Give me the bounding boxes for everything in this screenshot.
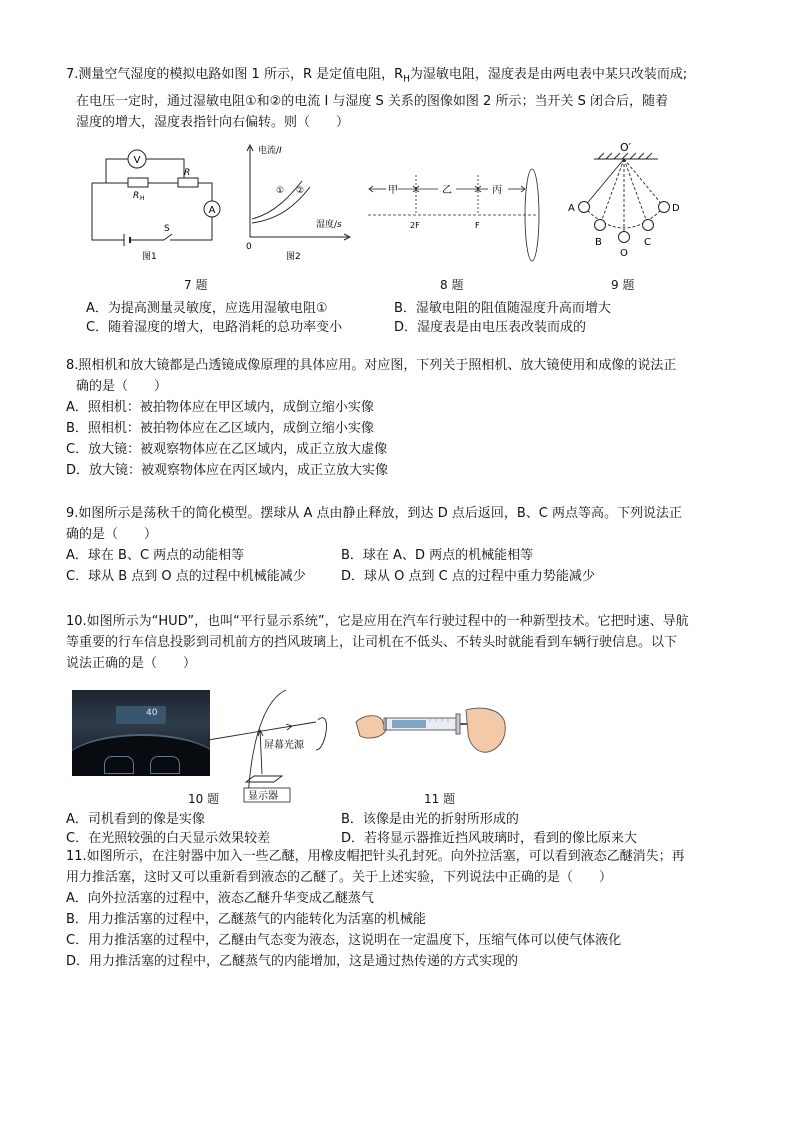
caption-9: 9 题	[611, 277, 635, 292]
point-d-label: D	[672, 202, 680, 214]
question-10-option-d[interactable]: D．若将显示器推近挡风玻璃时，看到的像比原来大	[341, 830, 638, 846]
hud-dashboard-photo	[72, 690, 210, 776]
x-axis-label: 湿度/s	[316, 219, 342, 230]
ball-c	[643, 219, 654, 230]
zone-bing-label: 丙	[492, 184, 502, 196]
point-o-label: O	[620, 247, 628, 259]
syringe-figure	[352, 696, 512, 766]
pivot-label: O′	[620, 140, 632, 154]
figure-8-lens-zones	[364, 149, 549, 267]
caption-7: 7 题	[184, 277, 208, 292]
hud-optics-diagram	[208, 684, 338, 804]
driver-eye-shape	[316, 717, 327, 749]
zone-jia-label: 甲	[388, 184, 398, 196]
origin-label: 0	[246, 241, 252, 252]
figures-row-7-8-9	[66, 140, 734, 297]
question-9	[66, 503, 734, 587]
question-7-stem-line-3: 湿度的增大，湿度表指针向右偏转。则（ ）	[76, 114, 350, 130]
question-7-option-b[interactable]: B．湿敏电阻的阻值随湿度升高而增大	[394, 300, 611, 316]
gauge-right	[150, 756, 180, 774]
question-11-stem-line-1: 11.如图所示，在注射器中加入一些乙醚，用橡皮帽把针头孔封死。向外拉活塞，可以看到液态乙醚消失；再	[66, 848, 685, 864]
point-b-label: B	[595, 236, 602, 248]
question-7	[66, 64, 734, 133]
question-9-option-b[interactable]: B．球在 A、D 两点的机械能相等	[341, 547, 534, 563]
zone-yi-label: 乙	[442, 184, 452, 196]
exam-page	[66, 58, 734, 972]
question-11-option-c[interactable]: C．用力推活塞的过程中，乙醚由气态变为液态，这说明在一定温度下，压缩气体可以使气体液化	[66, 932, 622, 948]
display-label: 显示器	[248, 790, 278, 802]
caption-10: 10 题	[188, 791, 220, 806]
question-8-option-b[interactable]: B．照相机：被拍物体应在乙区域内，成倒立缩小实像	[66, 420, 374, 436]
question-11-stem-line-2: 用力推活塞，这时又可以重新看到液态的乙醚了。关于上述实验，下列说法中正确的是（ ）	[66, 869, 613, 885]
question-11-option-b[interactable]: B．用力推活塞的过程中，乙醚蒸气的内能转化为活塞的机械能	[66, 911, 426, 927]
question-9-stem-line-1: 9.如图所示是荡秋千的简化模型。摆球从 A 点由静止释放，到达 D 点后返回，B、C 两点等高。下列说法正	[66, 505, 682, 521]
figure-1-caption: 图1	[142, 251, 157, 262]
r-label: R	[184, 167, 191, 178]
focal-2f-label: 2F	[410, 220, 420, 230]
question-7-options	[66, 297, 734, 335]
figures-row-10-11	[66, 684, 734, 808]
ball-d	[659, 201, 670, 212]
question-10	[66, 611, 734, 674]
switch-label: S	[164, 223, 170, 234]
gauge-left	[104, 756, 134, 774]
left-hand	[356, 715, 386, 737]
figure-2-current-humidity-graph	[240, 141, 365, 263]
question-10-stem-line-2: 等重要的行车信息投影到司机前方的挡风玻璃上，让司机在不低头、不转头时就能看到车辆行驶信息。以下	[66, 634, 678, 650]
caption-11: 11 题	[424, 791, 456, 806]
focal-f-label: F	[475, 220, 480, 230]
point-a-label: A	[568, 202, 575, 214]
screen-light-label: 屏幕光源	[264, 739, 304, 751]
question-10-option-a[interactable]: A．司机看到的像是实像	[66, 811, 205, 827]
voltmeter-label: V	[133, 154, 141, 166]
question-11	[66, 846, 734, 972]
curve-1-label: ①	[276, 185, 285, 196]
hud-speed-text: 40	[146, 707, 158, 718]
question-9-stem-line-2: 确的是（ ）	[66, 526, 158, 542]
question-10-stem-line-3: 说法正确的是（ ）	[66, 655, 197, 671]
question-9-option-c[interactable]: C．球从 B 点到 O 点的过程中机械能减少	[66, 568, 306, 584]
question-8-stem-line-2: 确的是（ ）	[76, 378, 168, 394]
convex-lens	[525, 169, 539, 261]
question-7-option-d[interactable]: D．湿度表是由电压表改装而成的	[394, 319, 587, 335]
figure-2-caption: 图2	[286, 251, 301, 262]
question-8-stem-line-1: 8.照相机和放大镜都是凸透镜成像原理的具体应用。对应图，下列关于照相机、放大镜使用和成像的说法正	[66, 357, 677, 373]
ball-b	[595, 219, 606, 230]
caption-8: 8 题	[440, 277, 464, 292]
ball-a	[579, 201, 590, 212]
question-9-option-d[interactable]: D．球从 O 点到 C 点的过程中重力势能减少	[341, 568, 595, 584]
rh-label: R	[133, 190, 140, 201]
question-8-option-a[interactable]: A．照相机：被拍物体应在甲区域内，成倒立缩小实像	[66, 399, 374, 415]
question-11-option-a[interactable]: A．向外拉活塞的过程中，液态乙醚升华变成乙醚蒸气	[66, 890, 374, 906]
right-hand	[466, 708, 505, 752]
figure-9-pendulum	[558, 139, 698, 261]
question-10-option-c[interactable]: C．在光照较强的白天显示效果较差	[66, 830, 271, 846]
question-7-stem-line-2: 在电压一定时，通过湿敏电阻①和②的电流 I 与湿度 S 关系的图像如图 2 所示；当开关 S 闭合后，随着	[76, 93, 668, 109]
question-8	[66, 355, 734, 481]
question-11-option-d[interactable]: D．用力推活塞的过程中，乙醚蒸气的内能增加，这是通过热传递的方式实现的	[66, 953, 519, 969]
question-10-stem-line-1: 10.如图所示为“HUD”，也叫“平行显示系统”，它是应用在汽车行驶过程中的一种新型技术。它把时速、导航	[66, 613, 689, 629]
question-8-option-d[interactable]: D．放大镜：被观察物体应在丙区域内，成正立放大实像	[66, 462, 389, 478]
ammeter-label: A	[208, 204, 216, 216]
question-7-stem-line-1: 7.测量空气湿度的模拟电路如图 1 所示，R 是定值电阻，$R_H$为湿敏电阻，湿度表是由两电表中某只改装而成;	[66, 67, 688, 85]
ball-o	[619, 231, 630, 242]
question-7-option-a[interactable]: A．为提高测量灵敏度，应选用湿敏电阻①	[86, 300, 328, 316]
question-10-options	[66, 808, 734, 846]
question-8-option-c[interactable]: C．放大镜：被观察物体应在乙区域内，成正立放大虚像	[66, 441, 388, 457]
question-10-option-b[interactable]: B．该像是由光的折射所形成的	[341, 811, 519, 827]
curve-2-label: ②	[296, 185, 305, 196]
figure-1-circuit-diagram	[86, 145, 236, 263]
question-7-option-c[interactable]: C．随着湿度的增大，电路消耗的总功率变小	[86, 319, 343, 335]
rh-subscript: H	[140, 194, 145, 202]
hud-projection	[116, 706, 166, 724]
point-c-label: C	[644, 236, 651, 248]
dashboard-shape	[72, 734, 210, 776]
y-axis-label: 电流/I	[258, 145, 282, 156]
question-9-option-a[interactable]: A．球在 B、C 两点的动能相等	[66, 547, 245, 563]
